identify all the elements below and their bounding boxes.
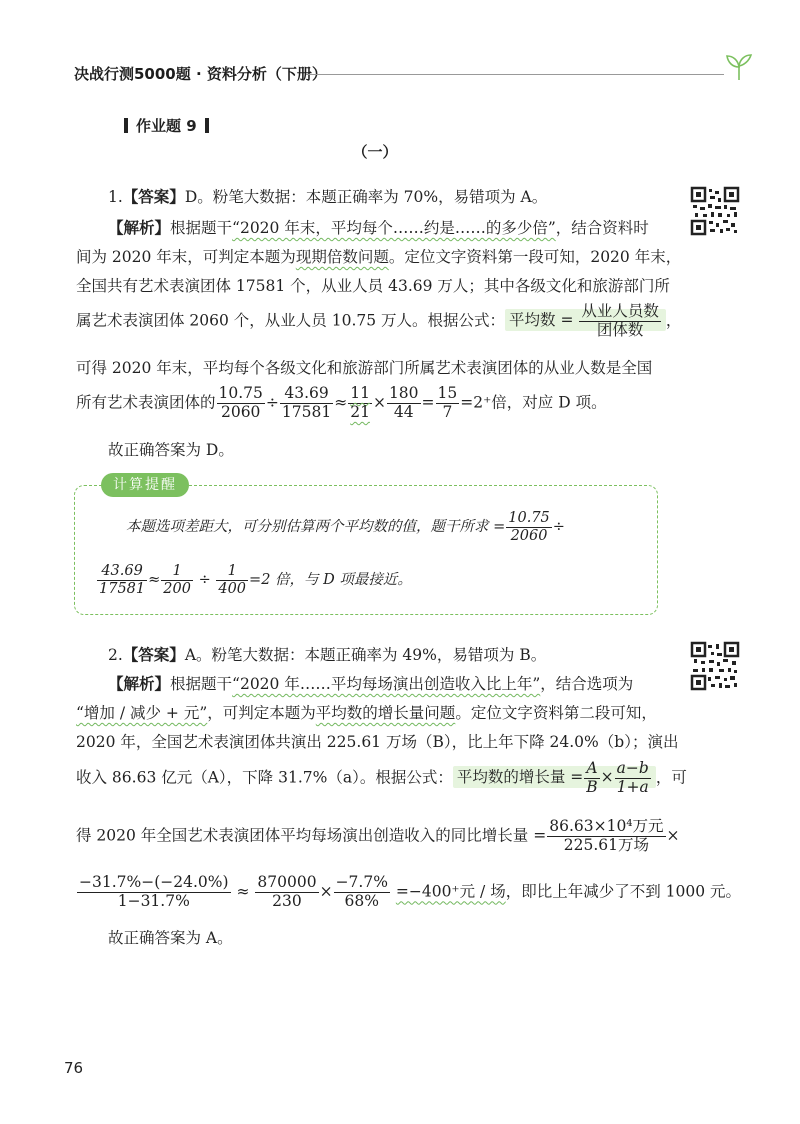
- frac-num: 43.69: [97, 563, 147, 581]
- frac-den: 17581: [99, 580, 146, 597]
- operator: ÷: [552, 519, 565, 536]
- frac-num: 从业人员数: [581, 302, 659, 320]
- frac-den: 1−31.7%: [117, 891, 190, 910]
- q2-analysis-line-3: 2020 年，全国艺术表演团体共演出 225.61 万场（B），比上年下降 24.0%（b）；演出: [76, 733, 679, 751]
- tip-fraction: [506, 510, 552, 544]
- q1-answer-label: 【答案】: [122, 188, 185, 206]
- q2-text: ，可: [655, 768, 687, 787]
- section-title: [116, 115, 217, 136]
- q1-analysis-label: 【解析】: [108, 219, 171, 237]
- tip-line-2: [96, 563, 412, 597]
- q2-analysis-line-5: [76, 818, 680, 855]
- calc-fraction: [77, 874, 231, 911]
- operator: =: [421, 393, 435, 412]
- frac-den: 200: [163, 580, 191, 597]
- calc-fraction: [348, 385, 372, 422]
- operator: ≈: [334, 393, 348, 412]
- frac-den: 2060: [510, 527, 548, 544]
- q1-answer-line: [108, 185, 547, 207]
- q2-text: ，可判定本题为: [207, 704, 316, 722]
- q1-text: ，对应 D 项。: [506, 393, 607, 412]
- q1-conclusion: 故正确答案为 D。: [108, 441, 234, 459]
- calc-fraction: [547, 818, 665, 855]
- q1-analysis-line-5: 可得 2020 年末，平均每个各级文化和旅游部门所属艺术表演团体的从业人数是全国: [76, 359, 653, 377]
- q2-text: 得 2020 年全国艺术表演团体平均每场演出创造收入的同比增长量 =: [76, 826, 547, 845]
- q1-analysis-line-1: [108, 216, 649, 238]
- frac-den: 230: [272, 891, 302, 910]
- q1-stem-quote: “2020 年末，平均每个……约是……的多少倍”: [232, 219, 556, 237]
- q1-text: ，: [665, 311, 682, 330]
- title-bar-right: [205, 118, 209, 133]
- tip-label: 计算提醒: [101, 473, 189, 497]
- frac-num: −31.7%−(−24.0%): [79, 873, 229, 891]
- frac-den: 团体数: [596, 320, 644, 339]
- frac-den: 68%: [344, 891, 379, 910]
- frac-den: 21: [350, 402, 370, 421]
- section-title-text: 作业题 9: [136, 117, 197, 135]
- frac-den: 7: [442, 402, 453, 421]
- book-title: 决战行测5000题 · 资料分析（下册）: [74, 65, 327, 83]
- q1-formula: [505, 302, 666, 339]
- q1-question-type: 现期倍数问题: [295, 248, 389, 266]
- frac-den: 225.61万场: [563, 835, 649, 854]
- formula-fraction: [579, 303, 661, 340]
- q1-answer-text: D。粉笔大数据：本题正确率为 70%，易错项为 A。: [184, 188, 548, 206]
- qr-code-icon[interactable]: [690, 641, 740, 691]
- operator: ÷: [198, 572, 211, 589]
- calc-fraction: [436, 385, 460, 422]
- tip-fraction: [161, 563, 193, 597]
- frac-num: 11: [350, 384, 370, 402]
- frac-den: 2060: [220, 402, 261, 421]
- frac-den: 1+a: [616, 777, 649, 796]
- qr-code-icon[interactable]: [690, 186, 740, 236]
- frac-num: 870000: [257, 873, 317, 891]
- frac-num: 1: [161, 563, 193, 581]
- title-bar-left: [124, 118, 128, 133]
- q2-text: 。定位文字资料第二段可知，: [455, 704, 657, 722]
- q1-text: ，结合资料时: [555, 219, 649, 237]
- q2-analysis-line-2: [76, 701, 657, 723]
- running-header: [74, 60, 760, 90]
- formula-lhs: 平均数 =: [509, 311, 574, 330]
- q2-answer-line: [108, 643, 546, 665]
- formula-fraction: [615, 760, 651, 797]
- q2-text: ，结合选项为: [540, 675, 634, 693]
- q1-analysis-line-2: [76, 245, 681, 267]
- tip-text: =2 倍，与 D 项最接近。: [249, 572, 412, 589]
- tip-fraction: [216, 563, 248, 597]
- frac-num: 1: [216, 563, 248, 581]
- tip-fraction: [97, 563, 147, 597]
- operator: ≈: [148, 572, 161, 589]
- q2-text: 收入 86.63 亿元（A），下降 31.7%（a）。根据公式：: [76, 768, 453, 787]
- q2-question-type: 平均数的增长量问题: [315, 704, 456, 722]
- q2-option-quote: “增加 / 减少 + 元”: [76, 704, 208, 722]
- q2-text: 根据题干: [170, 675, 233, 693]
- sprout-icon: [722, 52, 756, 82]
- q1-analysis-line-6: [76, 385, 607, 422]
- q1-text: 。定位文字资料第一段可知，2020 年末，: [388, 248, 682, 266]
- q1-text: 属艺术表演团体 2060 个，从业人员 10.75 万人。根据公式：: [76, 311, 506, 330]
- frac-num: 86.63×10⁴万元: [549, 817, 664, 835]
- part-title: （一）: [352, 143, 398, 161]
- q1-analysis-line-3: 全国共有艺术表演团体 17581 个，从业人员 43.69 万人；其中各级文化和旅游部门所: [76, 277, 670, 295]
- formula-fraction: [584, 760, 599, 797]
- frac-num: 43.69: [280, 385, 333, 404]
- frac-num: A: [584, 760, 599, 779]
- q1-text: 间为 2020 年末，可判定本题为: [76, 248, 296, 266]
- calc-fraction: [280, 385, 333, 422]
- q2-analysis-line-1: [108, 672, 633, 694]
- q2-analysis-line-6: $\frac{-31.7\%-(-24.0\%)}{1-31.7\%}$ ≈ $\frac{870000}{230}$ × $\frac{-7.7\%}{68\%}$ =−400⁺元 / 场，即比上年减少了不到 1000 元。: [79, 873, 742, 910]
- calc-fraction: [334, 874, 390, 911]
- q2-text: ，即比上年减少了不到 1000 元。: [505, 882, 742, 901]
- q2-number: 2.: [108, 646, 123, 664]
- q2-answer-label: 【答案】: [122, 646, 185, 664]
- q2-formula: 平均数的增长量 = $\frac{A}{B}$ × $\frac{a-b}{1+a}$: [453, 766, 656, 788]
- q2-analysis-line-4: [76, 760, 687, 797]
- calc-result: =−400⁺元 / 场: [395, 882, 506, 901]
- frac-num: 10.75: [508, 510, 550, 526]
- calc-fraction: [255, 874, 318, 911]
- frac-den: B: [586, 777, 598, 796]
- frac-den: 400: [218, 580, 247, 597]
- calc-fraction: [387, 385, 421, 422]
- formula-lhs: 平均数的增长量 =: [456, 768, 584, 787]
- frac-den: 44: [393, 402, 414, 421]
- tip-line-1: [126, 510, 565, 544]
- frac-num: a−b: [616, 759, 649, 777]
- q2-analysis-label: 【解析】: [108, 675, 171, 693]
- frac-num: 10.75: [218, 384, 263, 402]
- q1-text: 所有艺术表演团体的: [76, 393, 216, 412]
- page-number: 76: [64, 1059, 84, 1077]
- q2-conclusion: 故正确答案为 A。: [108, 929, 233, 947]
- frac-num: 180: [388, 384, 419, 402]
- q1-analysis-line-4: [76, 303, 681, 340]
- calc-result: =2⁺倍: [460, 393, 507, 412]
- q2-answer-text: A。粉笔大数据：本题正确率为 49%，易错项为 B。: [184, 646, 547, 664]
- tip-text: 本题选项差距大，可分别估算两个平均数的值，题干所求 =: [126, 519, 506, 536]
- calc-fraction: [217, 385, 265, 422]
- operator: ÷: [265, 393, 279, 412]
- q2-stem-quote: “2020 年……平均每场演出创造收入比上年”: [232, 675, 541, 693]
- frac-num: −7.7%: [335, 873, 388, 891]
- frac-num: 15: [437, 384, 458, 402]
- q1-number: 1.: [108, 188, 123, 206]
- q1-text: 根据题干: [170, 219, 233, 237]
- header-rule: [306, 74, 724, 75]
- operator: ×: [666, 826, 680, 845]
- operator: ×: [372, 393, 386, 412]
- frac-den: 17581: [281, 402, 332, 421]
